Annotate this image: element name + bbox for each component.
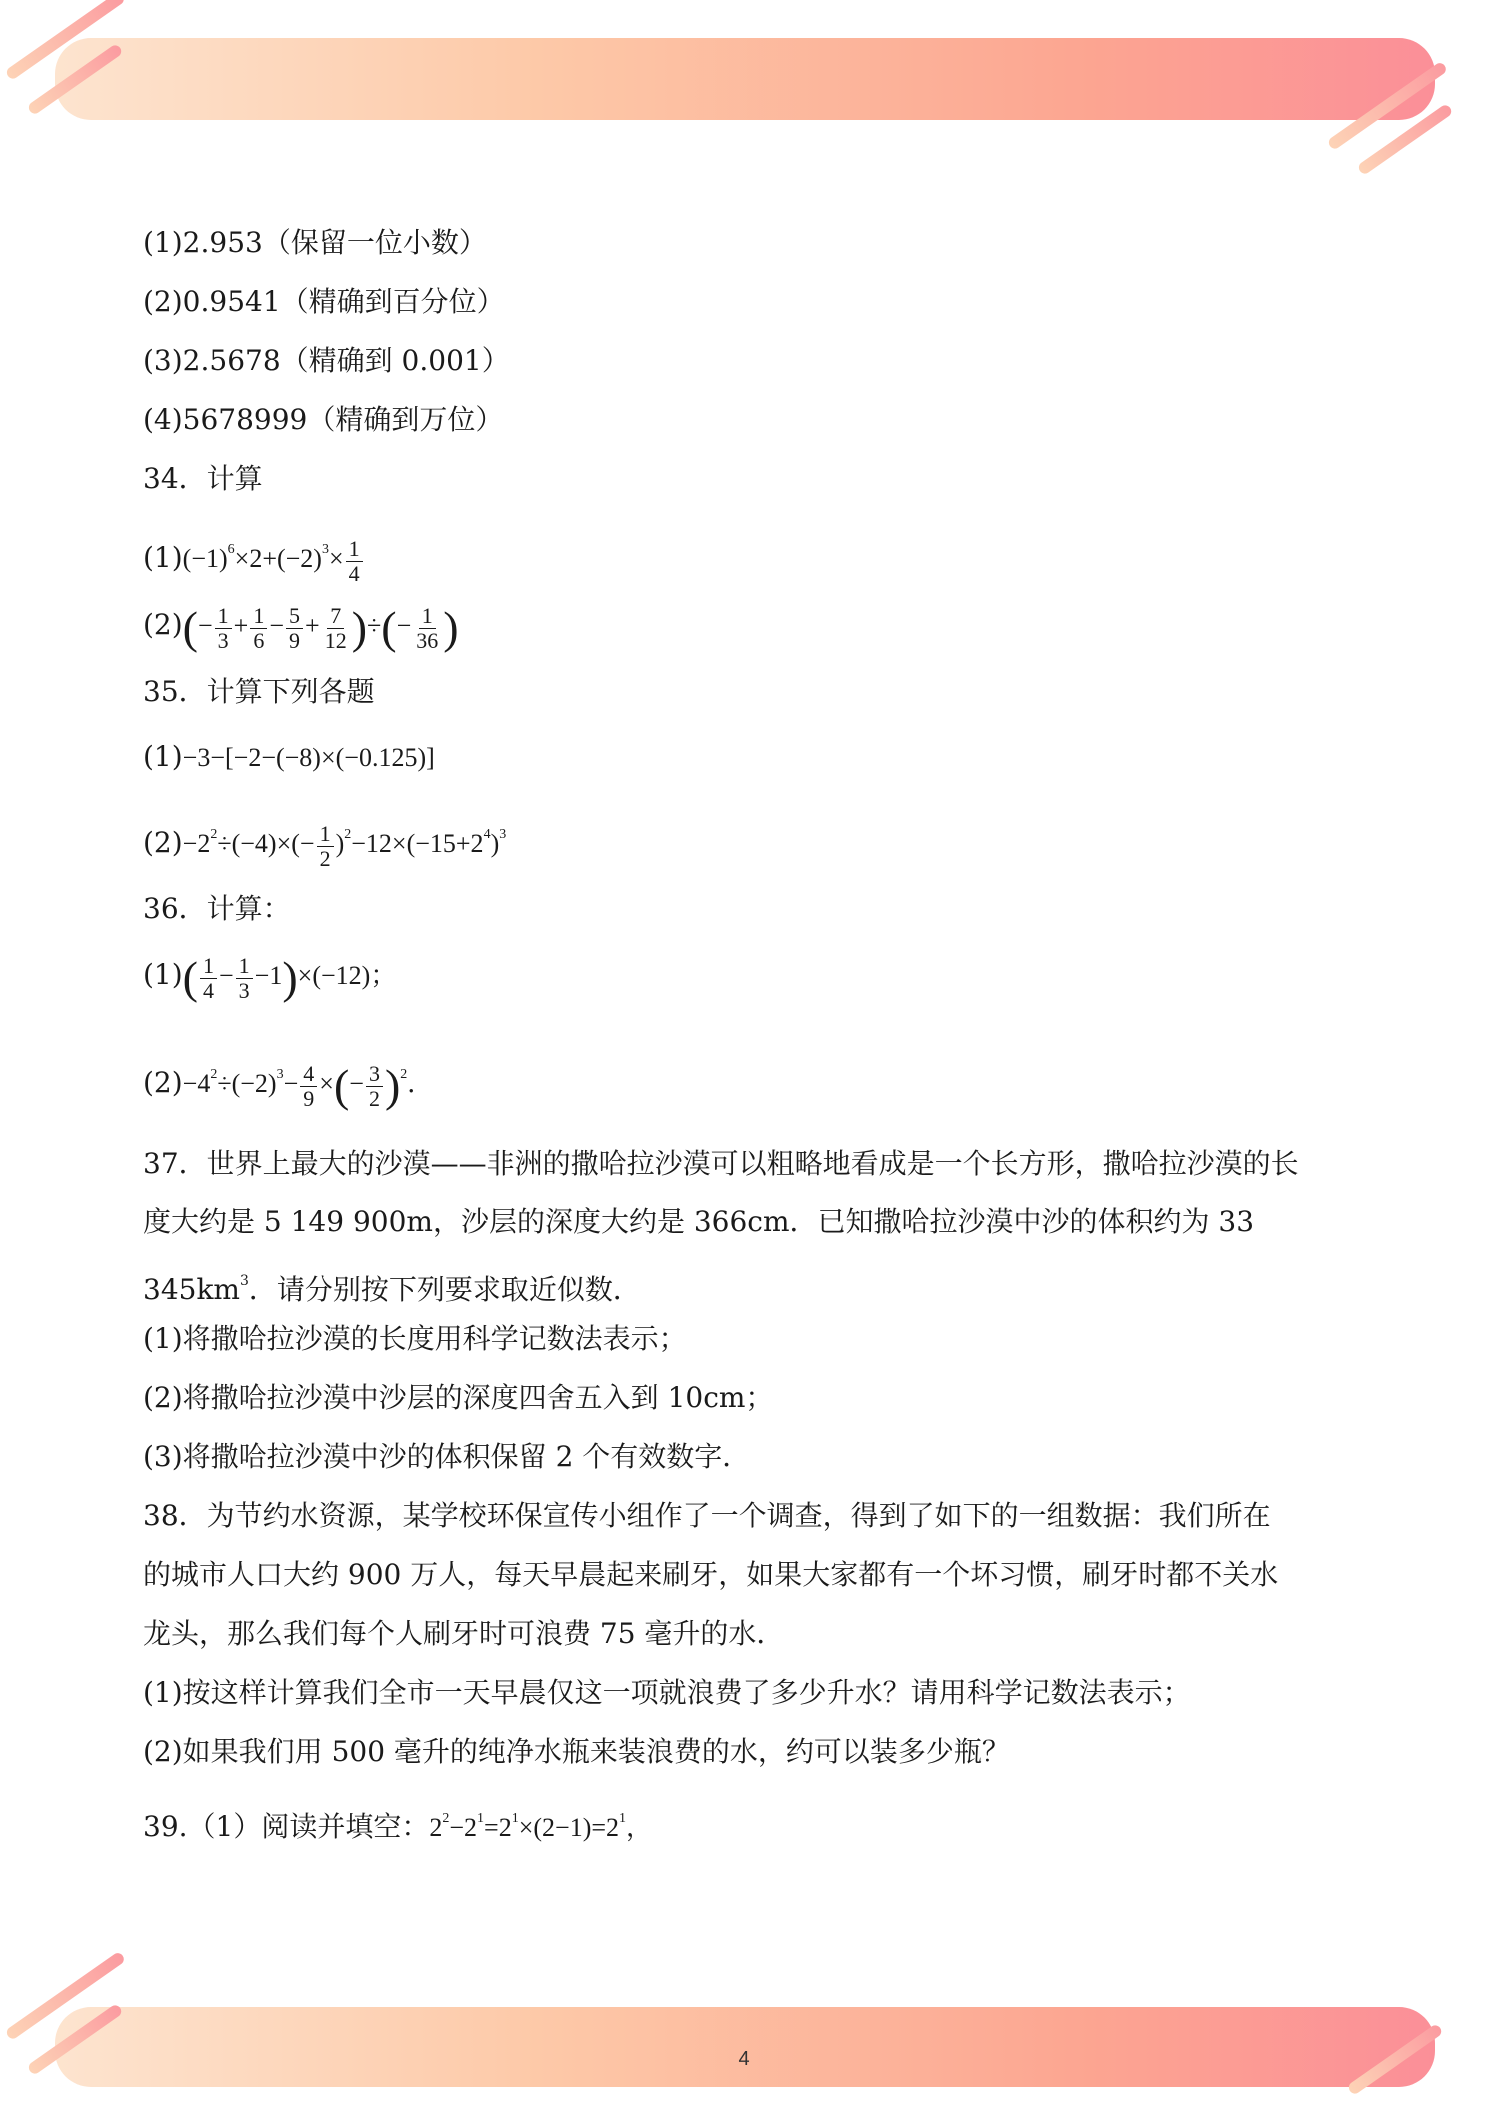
q34-part1-label: (1) <box>143 541 183 574</box>
q35-part2-label: (2) <box>143 826 183 859</box>
q34-part1-expr: $(-1)^6\times 2+(-2)^3\times$ $\frac{1}{4}$ <box>183 544 365 573</box>
q39-intro-expr: $2^2-2^1=2^1\times(2-1)=2^1$， <box>429 1811 653 1842</box>
q37-part1: (1)将撒哈拉沙漠的长度用科学记数法表示； <box>143 1322 687 1355</box>
q34-part2-expr: (− $\frac{1}{3}$ + $\frac{1}{6}$ − $\frac{5}{9}$ + $\frac{7}{12}$ )÷(− $\frac{1}{36}$ ) <box>182 602 459 654</box>
q33-part4: (4)5678999（精确到万位） <box>143 403 504 436</box>
q33-part3: (3)2.5678（精确到 0.001） <box>143 344 510 377</box>
q36-part2-label: (2) <box>143 1066 183 1099</box>
q37-part3: (3)将撒哈拉沙漠中沙的体积保留 2 个有效数字． <box>143 1440 751 1473</box>
q33-part2: (2)0.9541（精确到百分位） <box>143 285 505 318</box>
q37-line1: 37．世界上最大的沙漠——非洲的撒哈拉沙漠可以粗略地看成是一个长方形，撒哈拉沙漠的长 <box>143 1147 1299 1180</box>
footer-banner <box>55 2007 1435 2087</box>
q35-part1-expr: −3−[−2−(−8)×(−0.125)] <box>182 743 435 772</box>
q37-part2: (2)将撒哈拉沙漠中沙层的深度四舍五入到 10cm； <box>143 1381 774 1414</box>
q34-part2-label: (2) <box>143 608 183 641</box>
q36-part2-expr: $-4^2\div(-2)^3-$ $\frac{4}{9}$ ×(− $\frac{3}{2}$ )$^2$． <box>182 1060 434 1112</box>
q39-intro-text: 39.（1）阅读并填空： <box>143 1810 430 1843</box>
q35-part1-label: (1) <box>143 740 183 773</box>
q38-part1: (1)按这样计算我们全市一天早晨仅这一项就浪费了多少升水？请用科学记数法表示； <box>143 1676 1191 1709</box>
q35-part2 <box>143 805 506 874</box>
q39-intro <box>143 1802 652 1845</box>
q35-part1 <box>143 740 435 775</box>
q34-title: 34．计算 <box>143 462 263 495</box>
q38-line3: 龙头，那么我们每个人刷牙时可浪费 75 毫升的水． <box>143 1617 785 1650</box>
q37-volume-unit: 345km <box>143 1273 240 1306</box>
q36-part1-expr: ( $\frac{1}{4}$ − $\frac{1}{3}$ −1)×(−12)； <box>182 952 397 1004</box>
page-number: 4 <box>738 2048 750 2070</box>
q37-line3: $345km^3$．请分别按下列要求取近似数． <box>143 1273 641 1306</box>
q36-part1 <box>143 945 396 1006</box>
q35-title: 35．计算下列各题 <box>143 675 375 708</box>
q38-line1: 38．为节约水资源，某学校环保宣传小组作了一个调查，得到了如下的一组数据：我们所在 <box>143 1499 1271 1532</box>
q33-part1: (1)2.953（保留一位小数） <box>143 226 487 259</box>
q34-part2 <box>143 595 459 656</box>
q35-part2-expr: $-2^2\div(-4)\times(-$ $\frac{1}{2}$ )$^2-12\times(-15+2^4)^3$ <box>182 820 507 871</box>
header-banner <box>55 38 1435 120</box>
q37-line2: 度大约是 5 149 900m，沙层的深度大约是 366cm．已知撒哈拉沙漠中沙的体积约为 33 <box>143 1205 1255 1238</box>
q36-part2 <box>143 1045 433 1114</box>
q37-line3-rest: ．请分别按下列要求取近似数． <box>248 1273 641 1306</box>
q34-part1 <box>143 520 365 589</box>
q38-line2: 的城市人口大约 900 万人，每天早晨起来刷牙，如果大家都有一个坏习惯，刷牙时都不关水 <box>143 1558 1279 1591</box>
q38-part2: (2)如果我们用 500 毫升的纯净水瓶来装浪费的水，约可以装多少瓶？ <box>143 1735 1010 1768</box>
q36-part1-label: (1) <box>143 958 183 991</box>
q36-title: 36．计算： <box>143 892 291 925</box>
